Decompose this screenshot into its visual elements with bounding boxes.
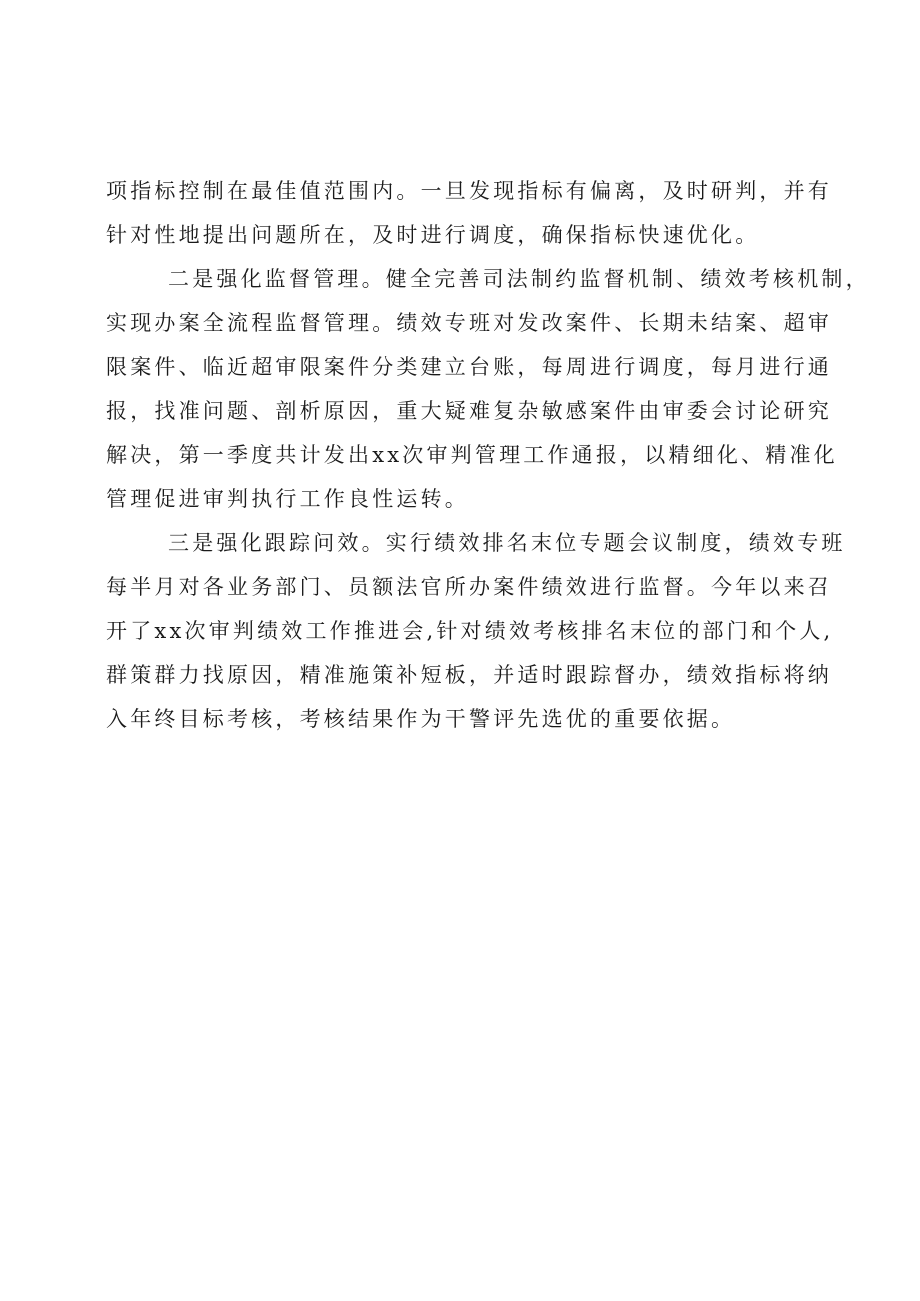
text-line: 实现办案全流程监督管理。绩效专班对发改案件、长期未结案、超审 bbox=[106, 311, 832, 335]
paragraph-accountability bbox=[106, 521, 846, 741]
text-line: 项指标控制在最佳值范围内。一旦发现指标有偏离，及时研判，并有 bbox=[106, 179, 832, 203]
paragraph-supervision bbox=[106, 257, 870, 521]
text-line: 三是强化跟踪问效。实行绩效排名末位专题会议制度，绩效专班 bbox=[168, 531, 846, 555]
text-line: 限案件、临近超审限案件分类建立台账，每周进行调度，每月进行通 bbox=[106, 355, 832, 379]
text-line: 管理促进审判执行工作良性运转。 bbox=[106, 487, 469, 511]
text-line: 针对性地提出问题所在，及时进行调度，确保指标快速优化。 bbox=[106, 223, 760, 247]
text-line: 二是强化监督管理。健全完善司法制约监督机制、绩效考核机制， bbox=[168, 267, 870, 291]
document-body bbox=[106, 169, 870, 741]
text-line: 入年终目标考核，考核结果作为干警评先选优的重要依据。 bbox=[106, 707, 736, 731]
paragraph-continued bbox=[106, 169, 832, 257]
text-line: 每半月对各业务部门、员额法官所办案件绩效进行监督。今年以来召 bbox=[106, 575, 832, 599]
text-line: 开了xx次审判绩效工作推进会,针对绩效考核排名末位的部门和个人, bbox=[106, 619, 834, 643]
text-line: 群策群力找原因，精准施策补短板，并适时跟踪督办，绩效指标将纳 bbox=[106, 663, 832, 687]
text-line: 解决，第一季度共计发出xx次审判管理工作通报，以精细化、精准化 bbox=[106, 443, 838, 467]
text-line: 报，找准问题、剖析原因，重大疑难复杂敏感案件由审委会讨论研究 bbox=[106, 399, 832, 423]
